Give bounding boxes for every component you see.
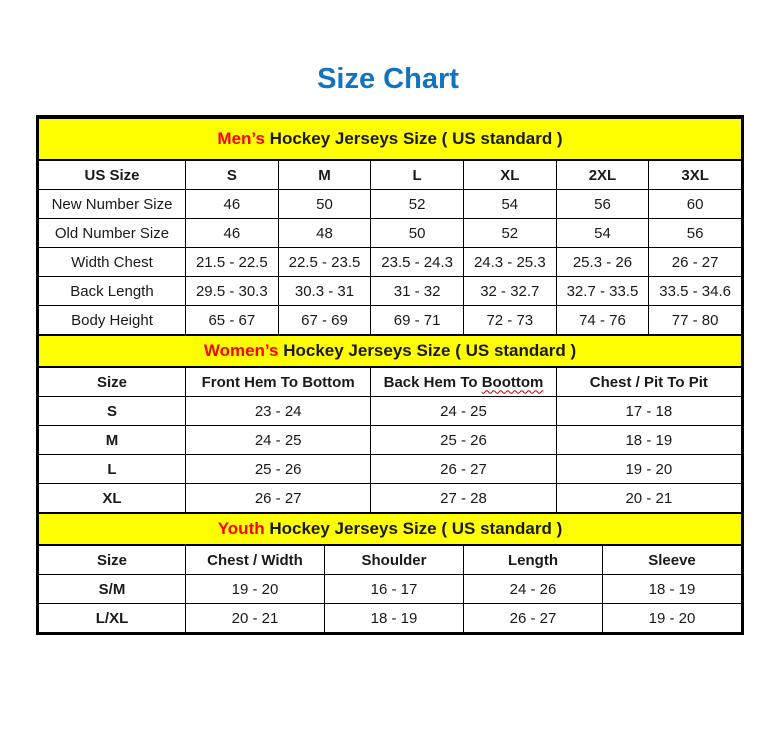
mens-row-label: New Number Size bbox=[39, 190, 186, 219]
mens-col-header: L bbox=[371, 160, 464, 190]
youth-col-header: Sleeve bbox=[603, 545, 742, 575]
mens-cell: 54 bbox=[463, 190, 556, 219]
youth-row-label: S/M bbox=[39, 575, 186, 604]
youth-table-row bbox=[39, 575, 742, 604]
youth-cell: 18 - 19 bbox=[603, 575, 742, 604]
mens-table-row bbox=[39, 277, 742, 306]
mens-cell: 74 - 76 bbox=[556, 306, 649, 335]
womens-size-table bbox=[38, 334, 742, 513]
womens-section-title bbox=[39, 335, 742, 367]
section-title-highlight: Youth bbox=[217, 519, 265, 538]
youth-cell: 20 - 21 bbox=[186, 604, 325, 633]
mens-row-label: Back Length bbox=[39, 277, 186, 306]
womens-table-row bbox=[39, 455, 742, 484]
youth-cell: 24 - 26 bbox=[464, 575, 603, 604]
youth-size-table bbox=[38, 512, 742, 633]
womens-table-row bbox=[39, 397, 742, 426]
womens-col-header: Chest / Pit To Pit bbox=[556, 367, 741, 397]
youth-section-header-row bbox=[39, 513, 742, 545]
page-title: Size Chart bbox=[317, 63, 459, 95]
col-header-text: Back Hem To bbox=[383, 373, 482, 391]
mens-cell: 52 bbox=[463, 219, 556, 248]
mens-col-header: XL bbox=[463, 160, 556, 190]
womens-cell: 27 - 28 bbox=[371, 484, 556, 513]
mens-cell: 72 - 73 bbox=[463, 306, 556, 335]
mens-cell: 23.5 - 24.3 bbox=[371, 248, 464, 277]
youth-table-row bbox=[39, 604, 742, 633]
youth-cell: 19 - 20 bbox=[186, 575, 325, 604]
womens-col-header bbox=[371, 367, 556, 397]
womens-table-row bbox=[39, 484, 742, 513]
mens-cell: 52 bbox=[371, 190, 464, 219]
youth-column-header-row bbox=[39, 545, 742, 575]
section-title-highlight: Men’s bbox=[217, 129, 265, 148]
womens-cell: 18 - 19 bbox=[556, 426, 741, 455]
womens-row-label: L bbox=[39, 455, 186, 484]
mens-cell: 56 bbox=[649, 219, 742, 248]
youth-row-label: L/XL bbox=[39, 604, 186, 633]
mens-cell: 32.7 - 33.5 bbox=[556, 277, 649, 306]
section-title-text: Hockey Jerseys Size ( US standard ) bbox=[264, 519, 563, 538]
youth-col-header: Shoulder bbox=[325, 545, 464, 575]
womens-cell: 26 - 27 bbox=[186, 484, 371, 513]
youth-cell: 18 - 19 bbox=[325, 604, 464, 633]
mens-section-header-row bbox=[39, 118, 742, 160]
mens-table-row bbox=[39, 248, 742, 277]
mens-cell: 21.5 - 22.5 bbox=[186, 248, 279, 277]
mens-cell: 46 bbox=[186, 219, 279, 248]
womens-col-header: Front Hem To Bottom bbox=[186, 367, 371, 397]
womens-column-header-row bbox=[39, 367, 742, 397]
mens-column-header-row bbox=[39, 160, 742, 190]
womens-row-label: XL bbox=[39, 484, 186, 513]
youth-col-header: Size bbox=[39, 545, 186, 575]
mens-row-label: Old Number Size bbox=[39, 219, 186, 248]
youth-cell: 26 - 27 bbox=[464, 604, 603, 633]
mens-col-header: US Size bbox=[39, 160, 186, 190]
mens-cell: 29.5 - 30.3 bbox=[186, 277, 279, 306]
mens-cell: 48 bbox=[278, 219, 371, 248]
misspelled-word: Boottom bbox=[481, 373, 544, 391]
womens-cell: 17 - 18 bbox=[556, 397, 741, 426]
mens-cell: 24.3 - 25.3 bbox=[463, 248, 556, 277]
section-title-highlight: Women’s bbox=[203, 341, 279, 360]
mens-cell: 77 - 80 bbox=[649, 306, 742, 335]
womens-cell: 25 - 26 bbox=[186, 455, 371, 484]
womens-cell: 23 - 24 bbox=[186, 397, 371, 426]
mens-cell: 25.3 - 26 bbox=[556, 248, 649, 277]
womens-section-header-row bbox=[39, 335, 742, 367]
mens-table-row bbox=[39, 190, 742, 219]
womens-cell: 24 - 25 bbox=[371, 397, 556, 426]
youth-cell: 19 - 20 bbox=[603, 604, 742, 633]
womens-cell: 26 - 27 bbox=[371, 455, 556, 484]
mens-row-label: Body Height bbox=[39, 306, 186, 335]
mens-cell: 26 - 27 bbox=[649, 248, 742, 277]
mens-table-row bbox=[39, 219, 742, 248]
mens-cell: 30.3 - 31 bbox=[278, 277, 371, 306]
mens-table-row bbox=[39, 306, 742, 335]
mens-size-table bbox=[38, 117, 742, 335]
mens-section-title bbox=[39, 118, 742, 160]
mens-row-label: Width Chest bbox=[39, 248, 186, 277]
mens-cell: 50 bbox=[278, 190, 371, 219]
mens-col-header: S bbox=[186, 160, 279, 190]
womens-table-row bbox=[39, 426, 742, 455]
mens-cell: 46 bbox=[186, 190, 279, 219]
mens-cell: 31 - 32 bbox=[371, 277, 464, 306]
womens-cell: 20 - 21 bbox=[556, 484, 741, 513]
mens-cell: 54 bbox=[556, 219, 649, 248]
section-title-text: Hockey Jerseys Size ( US standard ) bbox=[278, 341, 577, 360]
youth-col-header: Length bbox=[464, 545, 603, 575]
youth-section-title bbox=[39, 513, 742, 545]
womens-cell: 24 - 25 bbox=[186, 426, 371, 455]
womens-cell: 19 - 20 bbox=[556, 455, 741, 484]
youth-col-header: Chest / Width bbox=[186, 545, 325, 575]
mens-cell: 22.5 - 23.5 bbox=[278, 248, 371, 277]
mens-col-header: 2XL bbox=[556, 160, 649, 190]
mens-cell: 32 - 32.7 bbox=[463, 277, 556, 306]
mens-cell: 69 - 71 bbox=[371, 306, 464, 335]
womens-col-header: Size bbox=[39, 367, 186, 397]
mens-col-header: M bbox=[278, 160, 371, 190]
mens-cell: 33.5 - 34.6 bbox=[649, 277, 742, 306]
mens-cell: 60 bbox=[649, 190, 742, 219]
womens-cell: 25 - 26 bbox=[371, 426, 556, 455]
youth-cell: 16 - 17 bbox=[325, 575, 464, 604]
mens-cell: 56 bbox=[556, 190, 649, 219]
womens-row-label: S bbox=[39, 397, 186, 426]
mens-cell: 65 - 67 bbox=[186, 306, 279, 335]
size-chart-tables bbox=[36, 115, 744, 635]
mens-cell: 50 bbox=[371, 219, 464, 248]
mens-col-header: 3XL bbox=[649, 160, 742, 190]
womens-row-label: M bbox=[39, 426, 186, 455]
section-title-text: Hockey Jerseys Size ( US standard ) bbox=[264, 129, 563, 148]
mens-cell: 67 - 69 bbox=[278, 306, 371, 335]
